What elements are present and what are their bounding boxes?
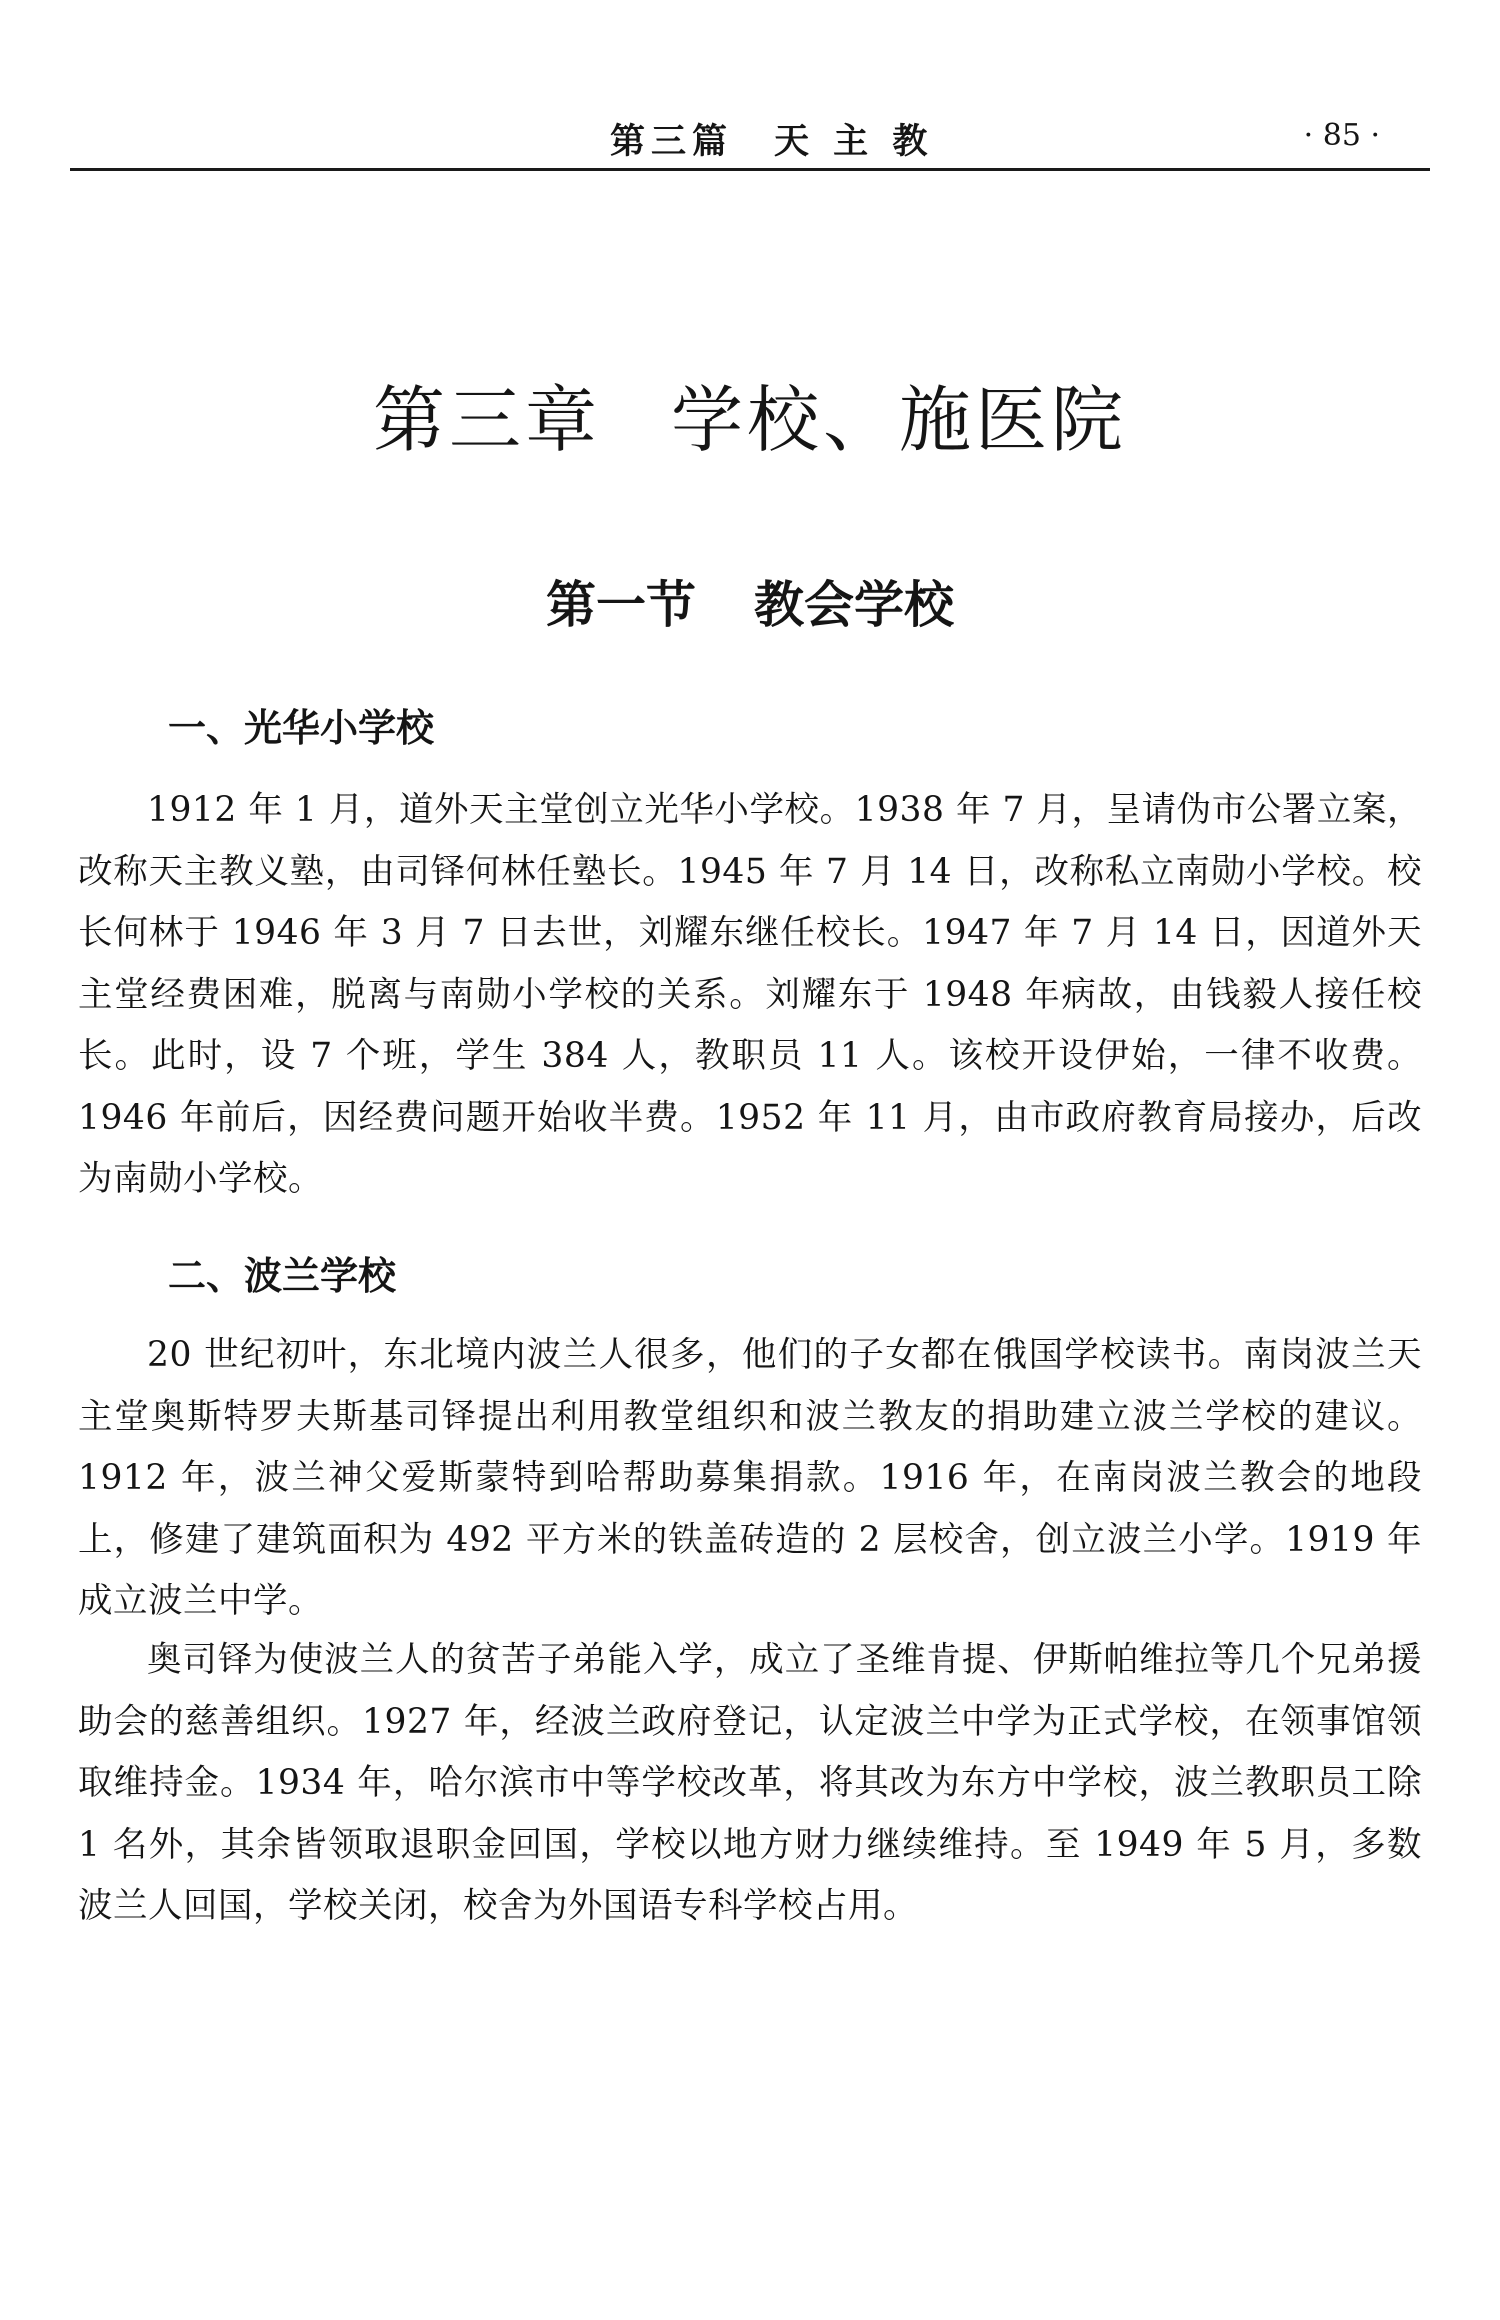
chapter-name: 学校、施医院: [671, 378, 1128, 462]
running-title: 第三篇 天 主 教: [610, 122, 934, 162]
paragraph-polish-school-founding: 20 世纪初叶，东北境内波兰人很多，他们的子女都在俄国学校读书。南岗波兰天主堂奥斯特罗夫斯基司铎提出利用教堂组织和波兰教友的捐助建立波兰学校的建议。1912 年，波兰神父爱斯蒙特到哈帮助募集捐款。1916 年，在南岗波兰教会的地段上，修建了建筑面积为 492 平方米的铁盖砖造的 2 层校舍，创立波兰小学。1919 年成立波兰中学。: [78, 1335, 1422, 1621]
paragraph-guanghua-school: 1912 年 1 月，道外天主堂创立光华小学校。1938 年 7 月，呈请伪市公署立案，改称天主教义塾，由司铎何林任塾长。1945 年 7 月 14 日，改称私立南勋小学校。校长何林于 1946 年 3 月 7 日去世，刘耀东继任校长。1947 年 7 月 14 日，因道外天主堂经费困难，脱离与南勋小学校的关系。刘耀东于 1948 年病故，由钱毅人接任校长。此时，设 7 个班，学生 384 人，教职员 11 人。该校开设伊始，一律不收费。1946 年前后，因经费问题开始收半费。1952 年 11 月，由市政府教育局接办，后改为南勋小学校。: [78, 790, 1422, 1199]
subsection-heading-polish: 二、波兰学校: [168, 1254, 397, 1298]
paragraph-polish-school-history: 奥司铎为使波兰人的贫苦子弟能入学，成立了圣维肯提、伊斯帕维拉等几个兄弟援助会的慈善组织。1927 年，经波兰政府登记，认定波兰中学为正式学校，在领事馆领取维持金。1934 年，哈尔滨市中等学校改革，将其改为东方中学校，波兰教职员工除 1 名外，其余皆领取退职金回国，学校以地方财力继续维持。至 1949 年 5 月，多数波兰人回国，学校关闭，校舍为外国语专科学校占用。: [78, 1640, 1422, 1926]
chapter-title: [0, 362, 1500, 466]
page-number: · 85 ·: [1303, 118, 1380, 153]
section-number: 第一节: [546, 576, 696, 634]
running-header: [70, 108, 1430, 171]
section-name: 教会学校: [754, 576, 954, 634]
section-title: [0, 565, 1500, 637]
subsection-heading-guanghua: 一、光华小学校: [168, 706, 435, 750]
chapter-number: 第三章: [372, 378, 601, 462]
